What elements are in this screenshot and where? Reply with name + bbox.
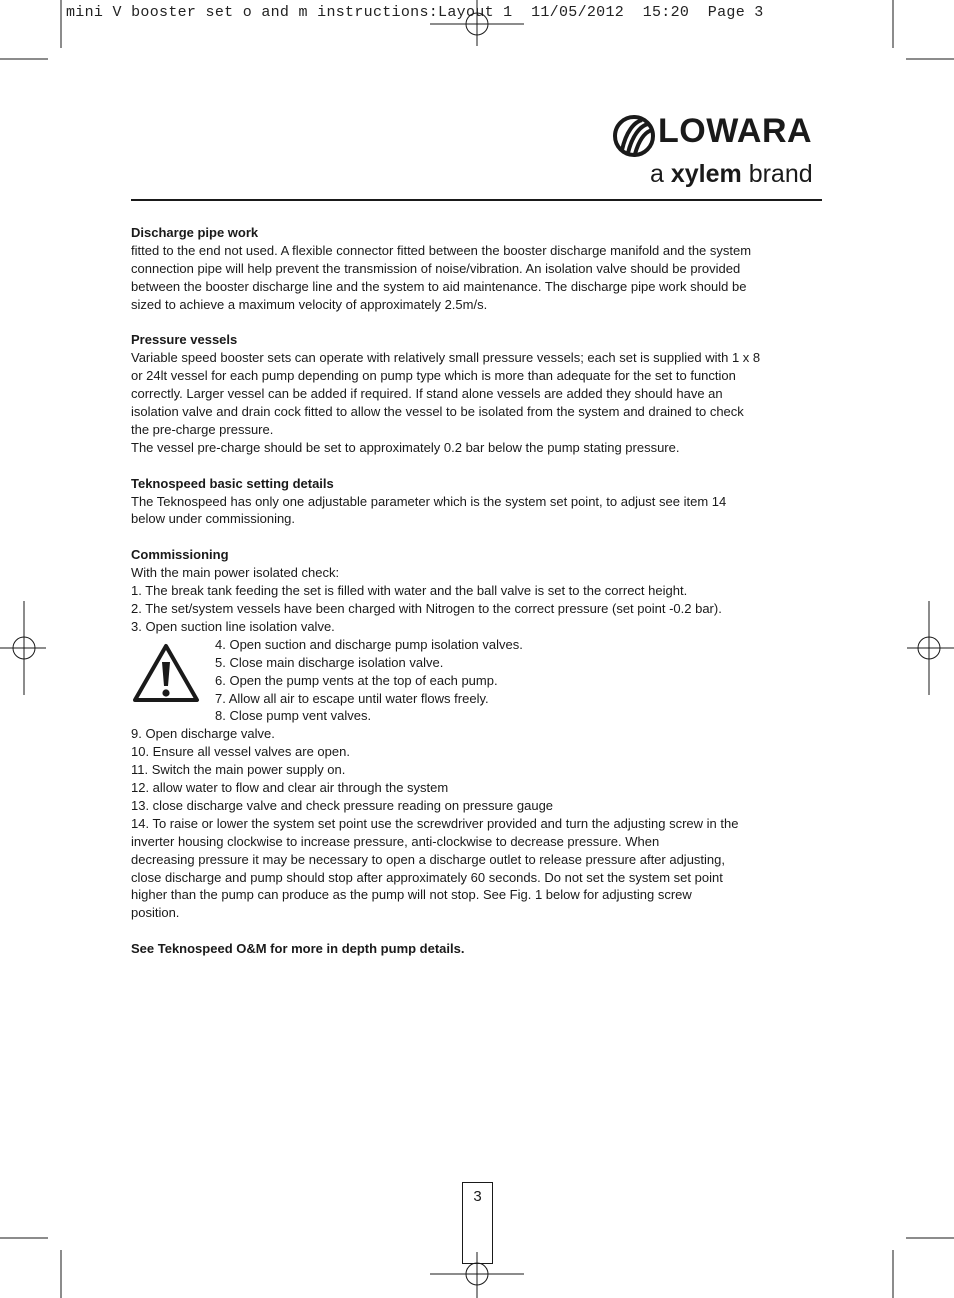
commissioning-step: higher than the pump can produce as the pump will not stop. See Fig. 1 below for adjusting screw [131, 887, 692, 903]
lowara-swirl-icon [612, 114, 656, 158]
commissioning-step: 13. close discharge valve and check pressure reading on pressure gauge [131, 797, 554, 813]
discharge-line: between the booster discharge line and the system to aid maintenance. The discharge pipe work should be [131, 278, 747, 294]
page-number-box [462, 1182, 493, 1264]
commissioning-step: 10. Ensure all vessel valves are open. [131, 744, 350, 760]
commissioning-step: position. [131, 905, 180, 921]
tagline-a: a [650, 160, 664, 188]
commissioning-line: With the main power isolated check: [131, 565, 340, 581]
commissioning-step: 14. To raise or lower the system set point use the screwdriver provided and turn the adjusting screw in the [131, 815, 739, 831]
warning-step: 4. Open suction and discharge pump isolation valves. [215, 636, 523, 652]
vessels-line: correctly. Larger vessel can be added if required. If stand alone vessels are added they should have an [131, 386, 723, 402]
discharge-line: connection pipe will help prevent the transmission of noise/vibration. An isolation valve should be provided [131, 260, 741, 276]
warning-steps-list [215, 636, 523, 726]
page-number: 3 [473, 1188, 482, 1205]
heading-vessels: Pressure vessels [131, 332, 238, 348]
warning-triangle-icon [131, 636, 215, 726]
heading-discharge: Discharge pipe work [131, 225, 259, 240]
vessels-line: isolation valve and drain cock fitted to allow the vessel to be isolated from the system and drained to check [131, 404, 744, 420]
commissioning-step: 9. Open discharge valve. [131, 726, 275, 742]
warning-step: 5. Close main discharge isolation valve. [215, 654, 444, 670]
header-rule [131, 199, 822, 201]
logo-tagline [650, 160, 813, 189]
warning-steps-block [131, 636, 811, 726]
commissioning-step: inverter housing clockwise to increase pressure, anti-clockwise to decrease pressure. When [131, 833, 660, 849]
commissioning-step: 12. allow water to flow and clear air through the system [131, 780, 449, 796]
vessels-line: The vessel pre-charge should be set to approximately 0.2 bar below the pump stating pressure. [131, 439, 680, 455]
tagline-xylem: xylem [670, 160, 742, 188]
footer-note: See Teknospeed O&M for more in depth pump details. [131, 941, 465, 957]
commissioning-step: decreasing pressure it may be necessary to open a discharge outlet to release pressure after adjusting, [131, 851, 726, 867]
heading-teknospeed: Teknospeed basic setting details [131, 475, 334, 491]
commissioning-line: 2. The set/system vessels have been charged with Nitrogen to the correct pressure (set point -0.2 bar). [131, 600, 722, 616]
document-body [131, 224, 811, 958]
tagline-brand: brand [748, 160, 813, 188]
warning-step: 6. Open the pump vents at the top of each pump. [215, 672, 498, 688]
logo-wordmark: LOWARA [658, 112, 813, 150]
lowara-logo [612, 112, 812, 192]
teknospeed-line: The Teknospeed has only one adjustable parameter which is the system set point, to adjust see item 14 [131, 493, 727, 509]
warning-step: 8. Close pump vent valves. [215, 708, 372, 724]
commissioning-line: 3. Open suction line isolation valve. [131, 618, 335, 634]
vessels-line: or 24lt vessel for each pump depending on pump type which is more than adequate for the set to function [131, 368, 736, 384]
vessels-line: Variable speed booster sets can operate with relatively small pressure vessels; each set is supplied with 1 x 8 [131, 350, 761, 366]
commissioning-step: 11. Switch the main power supply on. [131, 762, 346, 778]
commissioning-step: close discharge and pump should stop after approximately 60 seconds. Do not set the system set point [131, 869, 723, 885]
heading-commissioning: Commissioning [131, 547, 229, 563]
warning-step: 7. Allow all air to escape until water flows freely. [215, 690, 489, 706]
commissioning-line: 1. The break tank feeding the set is filled with water and the ball valve is set to the correct height. [131, 583, 688, 599]
discharge-line: fitted to the end not used. A flexible connector fitted between the booster discharge manifold and the system [131, 242, 752, 258]
teknospeed-line: below under commissioning. [131, 511, 296, 527]
vessels-line: the pre-charge pressure. [131, 421, 274, 437]
discharge-line: sized to achieve a maximum velocity of approximately 2.5m/s. [131, 296, 488, 312]
print-slug-header: mini V booster set o and m instructions:Layout 1 11/05/2012 15:20 Page 3 [66, 4, 764, 21]
